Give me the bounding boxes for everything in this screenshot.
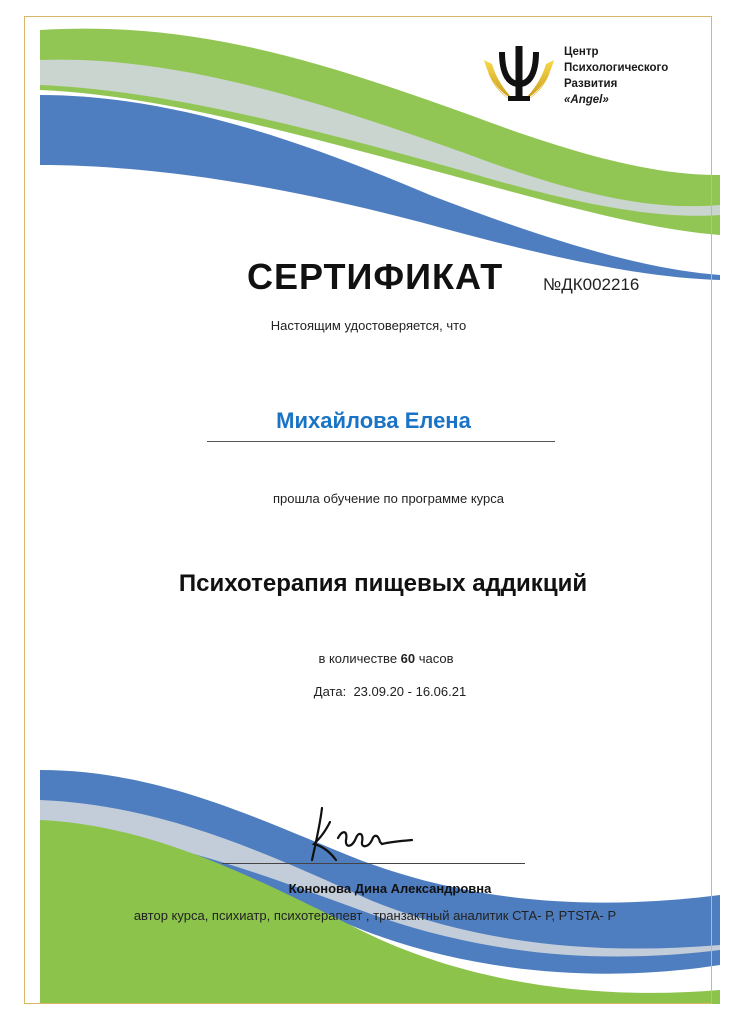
date-line <box>0 684 747 699</box>
recipient-underline <box>207 441 555 442</box>
hours-prefix: в количестве <box>318 651 401 666</box>
date-range: 23.09.20 - 16.06.21 <box>353 684 467 699</box>
signer-role: автор курса, психиатр, психотерапевт , транзактный аналитик СТА- Р, PTSTA- Р <box>133 908 617 923</box>
program-title: Психотерапия пищевых аддикций <box>178 570 588 597</box>
org-line-3: Развития <box>564 78 618 90</box>
program-intro: прошла обучение по программе курса <box>273 491 504 506</box>
date-label: Дата: <box>313 684 347 699</box>
org-line-2: Психологического <box>564 62 669 74</box>
handwritten-signature <box>300 800 450 870</box>
certificate-number: №ДК002216 <box>543 275 640 294</box>
hours-suffix: часов <box>415 651 454 666</box>
hours-value: 60 <box>400 651 416 666</box>
org-line-4: «Angel» <box>564 94 609 106</box>
psi-wings-logo-icon <box>480 42 558 112</box>
organization-name <box>564 44 668 108</box>
certificate-title: СЕРТИФИКАТ <box>247 256 504 297</box>
org-line-1: Центр <box>564 46 599 58</box>
signer-name: Кононова Дина Александровна <box>288 881 492 896</box>
hours-line <box>0 651 747 666</box>
recipient-name: Михайлова Елена <box>276 408 471 433</box>
signature-line <box>222 863 525 864</box>
certificate-intro: Настоящим удостоверяется, что <box>270 318 467 333</box>
